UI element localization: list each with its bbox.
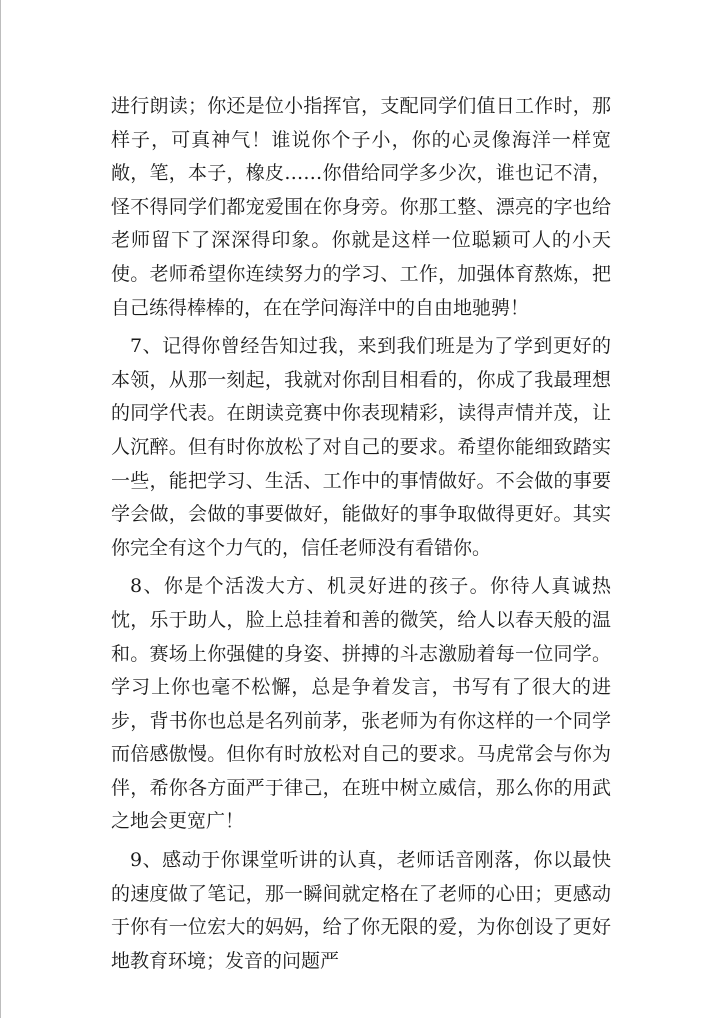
paragraph-9: 9、感动于你课堂听讲的认真，老师话音刚落，你以最快的速度做了笔记，那一瞬间就定格在了老师的心田；更感动于你有一位宏大的妈妈，给了你无限的爱，为你创设了更好地教育环境；发音的问题严	[111, 849, 611, 972]
page-left-border	[0, 0, 1, 1018]
paragraph-8: 8、你是个活泼大方、机灵好进的孩子。你待人真诚热忱，乐于助人，脸上总挂着和善的微笑，给人以春天般的温和。赛场上你强健的身姿、拼搏的斗志激励着每一位同学。学习上你也毫不松懈，总是争着发言，书写有了很大的进步，背书你也总是名列前茅，张老师为有你这样的一个同学而倍感傲慢。但你有时放松对自己的要求。马虎常会与你为伴，希你各方面严于律己，在班中树立威信，那么你的用武之地会更宽广！	[111, 575, 611, 833]
paragraph-continued: 进行朗读；你还是位小指挥官，支配同学们值日工作时，那样子，可真神气！谁说你个子小，你的心灵像海洋一样宽敞，笔，本子，橡皮……你借给同学多少次，谁也记不清，怪不得同学们都宠爱围在你身旁。你那工整、漂亮的字也给老师留下了深深得印象。你就是这样一位聪颖可人的小天使。老师希望你连续努力的学习、工作，加强体育熬炼，把自己练得棒棒的，在在学问海洋中的自由地驰骋！	[111, 95, 611, 319]
document-body	[111, 90, 611, 983]
paragraph-7: 7、记得你曾经告知过我，来到我们班是为了学到更好的本领，从那一刻起，我就对你刮目相看的，你成了我最理想的同学代表。在朗读竞赛中你表现精彩，读得声情并茂，让人沉醉。但有时你放松了对自己的要求。希望你能细致踏实一些，能把学习、生活、工作中的事情做好。不会做的事要学会做，会做的事要做好，能做好的事争取做得更好。其实你完全有这个力气的，信任老师没有看错你。	[111, 335, 611, 559]
